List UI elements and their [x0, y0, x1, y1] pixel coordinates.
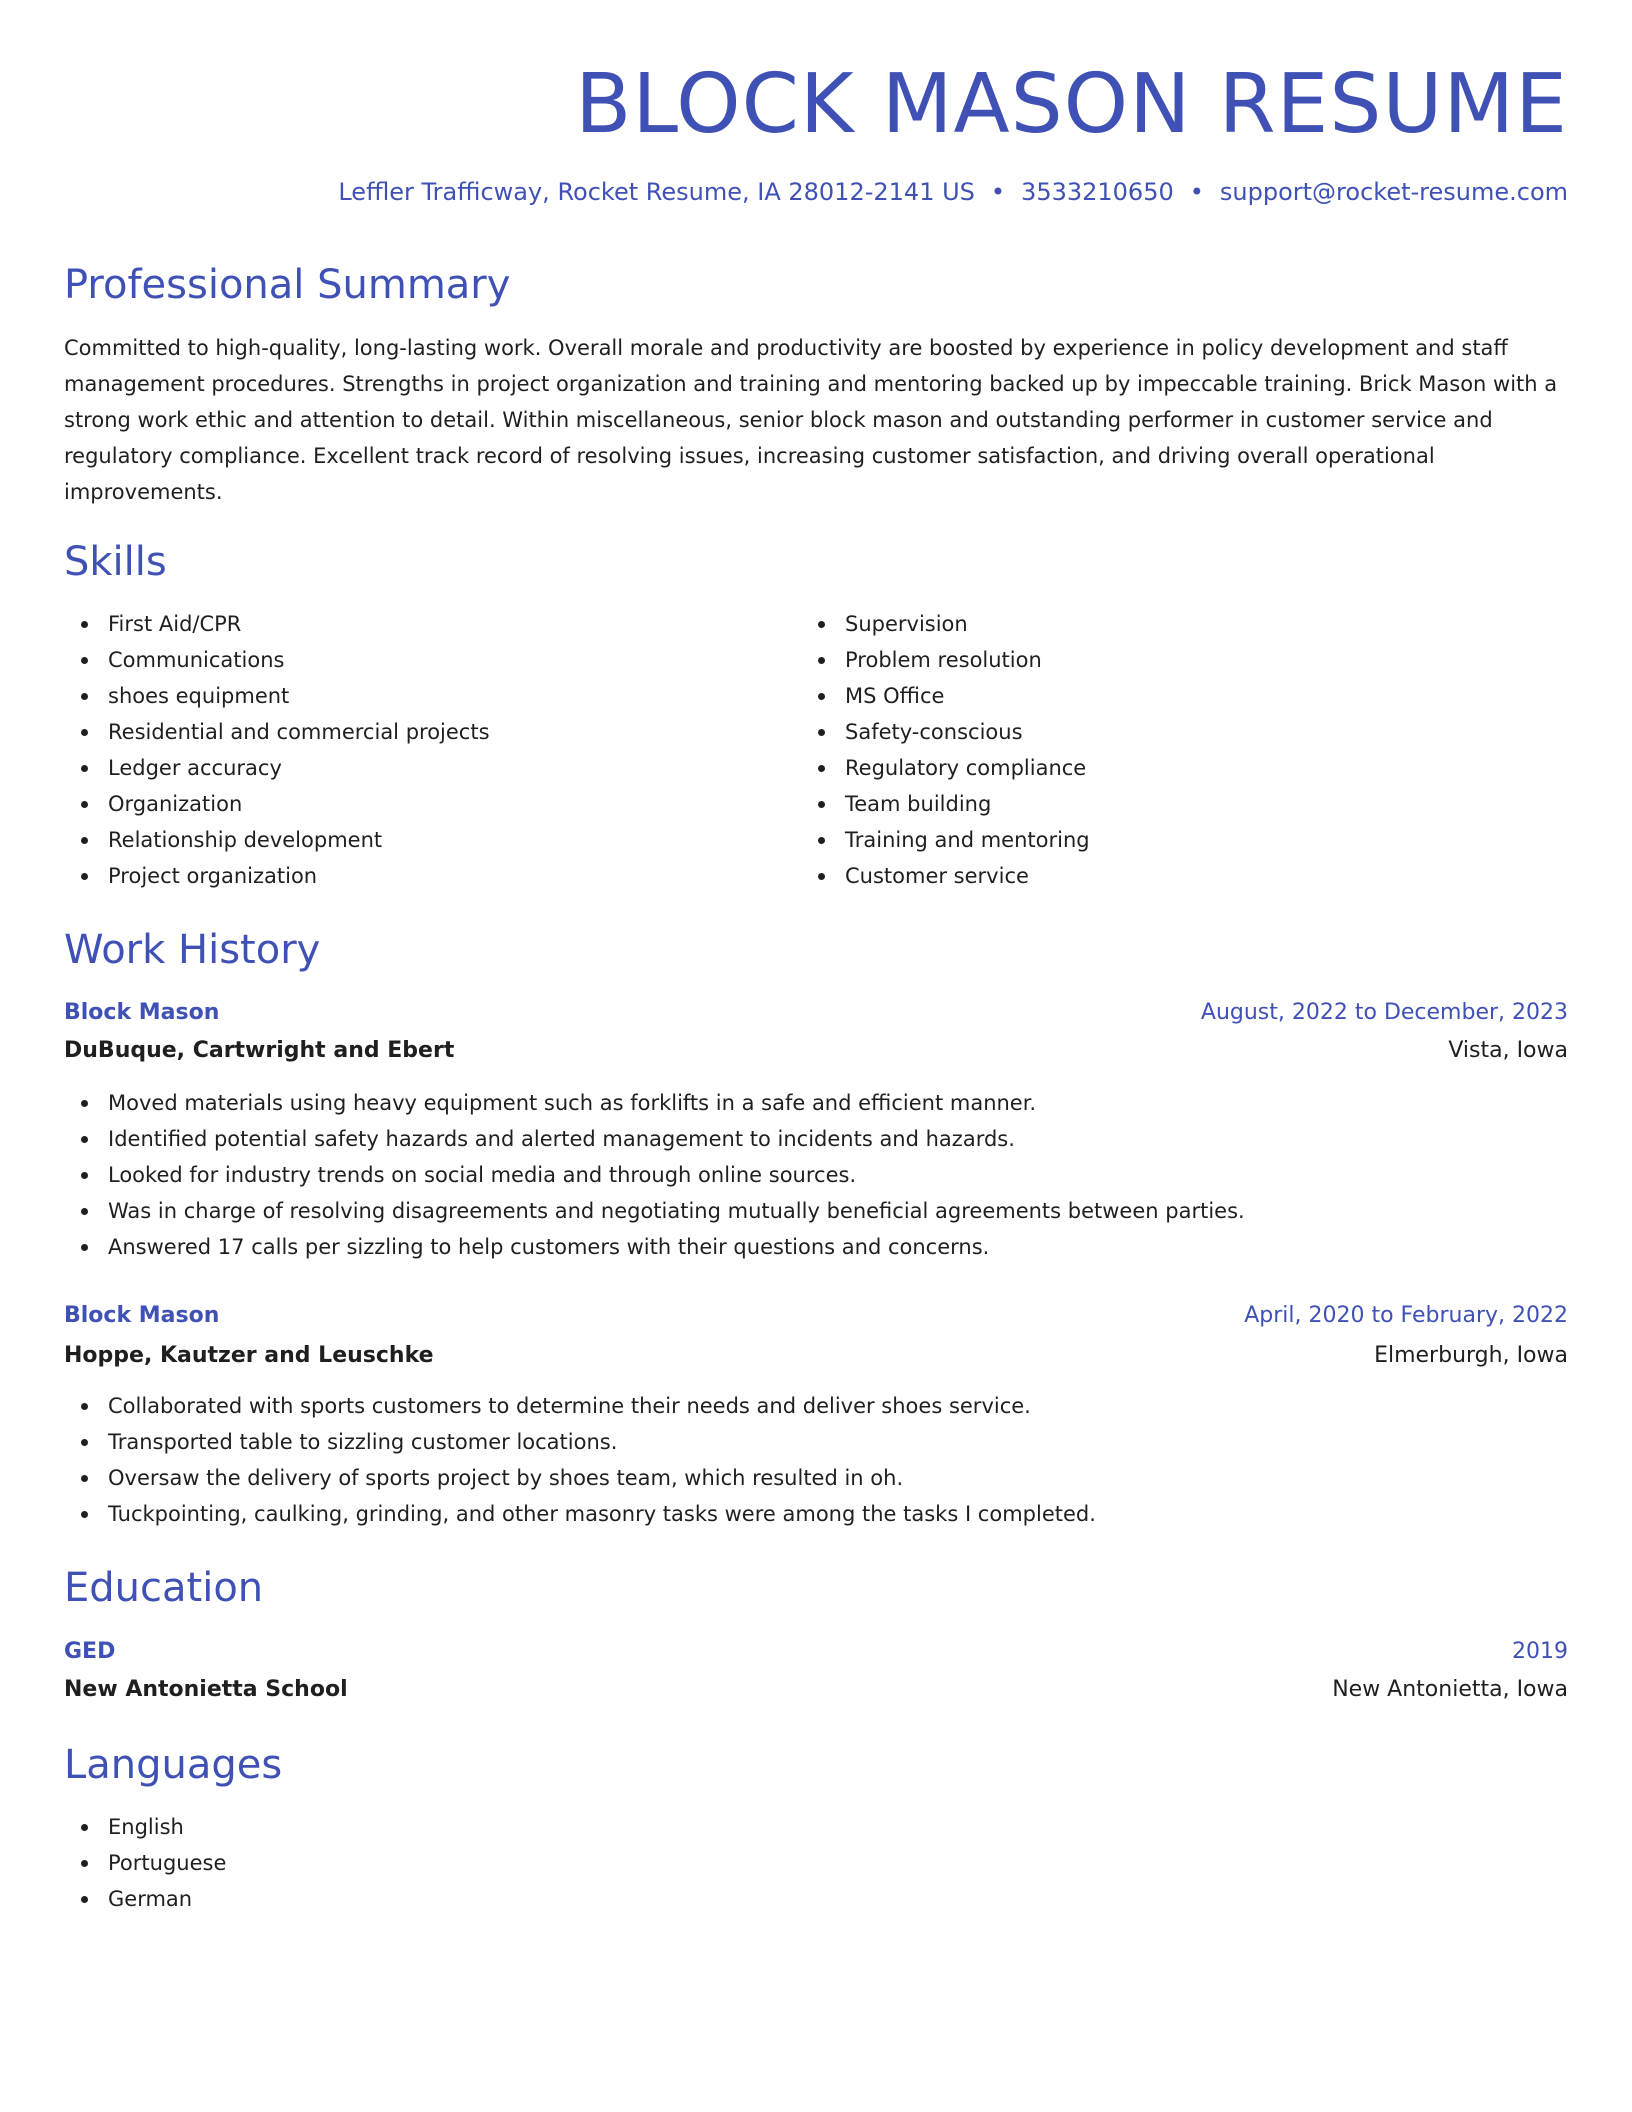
- list-item: Answered 17 calls per sizzling to help customers with their questions and concerns.: [64, 1229, 1568, 1265]
- separator-dot: •: [990, 178, 1006, 206]
- resume-title: BLOCK MASON RESUME: [575, 57, 1568, 152]
- list-item: Identified potential safety hazards and alerted management to incidents and hazards.: [64, 1121, 1568, 1157]
- job-title-row: [64, 995, 1568, 1031]
- list-item: Customer service: [801, 858, 1538, 894]
- summary-text: Committed to high-quality, long-lasting work. Overall morale and productivity are boosted by experience in policy development and staff management procedures. Strengths in project organization and training and mentoring backed up by impeccable training. Brick Mason with a strong work ethic and attention to detail. Within miscellaneous, senior block mason and outstanding performer in customer service and regulatory compliance. Excellent track record of resolving issues, increasing customer satisfaction, and driving overall operational improvements.: [64, 336, 1558, 504]
- job-dates: April, 2020 to February, 2022: [1244, 1303, 1568, 1328]
- education-degree-row: [64, 1634, 1568, 1670]
- languages-list: [64, 1809, 664, 1917]
- job-title: Block Mason: [64, 1303, 220, 1328]
- education-entry: [64, 1634, 1568, 1708]
- job-dates: August, 2022 to December, 2023: [1200, 1000, 1568, 1025]
- list-item: Oversaw the delivery of sports project by shoes team, which resulted in oh.: [64, 1460, 1568, 1496]
- list-item: Safety-conscious: [801, 714, 1538, 750]
- job-location: Vista, Iowa: [1448, 1038, 1568, 1063]
- list-item: Training and mentoring: [801, 822, 1538, 858]
- list-item: Regulatory compliance: [801, 750, 1538, 786]
- list-item: Supervision: [801, 606, 1538, 642]
- list-item: Communications: [64, 642, 801, 678]
- job-bullets: [64, 1085, 1568, 1265]
- separator-dot: •: [1189, 178, 1204, 206]
- list-item: Looked for industry trends on social media and through online sources.: [64, 1157, 1568, 1193]
- list-item: Transported table to sizzling customer locations.: [64, 1424, 1568, 1460]
- email-link[interactable]: support@rocket-resume.com: [1219, 178, 1568, 206]
- job-title-row: [64, 1298, 1568, 1334]
- education-location: New Antonietta, Iowa: [1332, 1677, 1568, 1702]
- languages-heading: Languages: [64, 1742, 283, 1788]
- list-item: Moved materials using heavy equipment such as forklifts in a safe and efficient manner.: [64, 1085, 1568, 1121]
- phone-text[interactable]: 3533210650: [1021, 178, 1174, 206]
- job-location: Elmerburgh, Iowa: [1374, 1343, 1568, 1368]
- skills-heading: Skills: [64, 539, 167, 585]
- job-company-row: [64, 1338, 1568, 1374]
- work-history-heading: Work History: [64, 927, 321, 973]
- address-text: Leffler Trafficway, Rocket Resume, IA 28012-2141 US: [338, 178, 975, 206]
- skills-list-left: [64, 606, 801, 894]
- list-item: Organization: [64, 786, 801, 822]
- list-item: Ledger accuracy: [64, 750, 801, 786]
- job-title: Block Mason: [64, 1000, 220, 1025]
- education-school-row: [64, 1672, 1568, 1708]
- skills-list-right: [801, 606, 1538, 894]
- list-item: MS Office: [801, 678, 1538, 714]
- education-school: New Antonietta School: [64, 1677, 348, 1702]
- list-item: Tuckpointing, caulking, grinding, and other masonry tasks were among the tasks I completed.: [64, 1496, 1568, 1532]
- job-company: Hoppe, Kautzer and Leuschke: [64, 1343, 434, 1368]
- list-item: Was in charge of resolving disagreements and negotiating mutually beneficial agreements between parties.: [64, 1193, 1568, 1229]
- list-item: Problem resolution: [801, 642, 1538, 678]
- job-bullets: [64, 1388, 1568, 1532]
- education-degree: GED: [64, 1639, 116, 1664]
- skills-left-column: [64, 606, 801, 894]
- skills-right-column: [801, 606, 1538, 894]
- list-item: Residential and commercial projects: [64, 714, 801, 750]
- list-item: Portuguese: [64, 1845, 664, 1881]
- list-item: shoes equipment: [64, 678, 801, 714]
- job-entry: [64, 995, 1568, 1265]
- list-item: Collaborated with sports customers to determine their needs and deliver shoes service.: [64, 1388, 1568, 1424]
- skills-columns: [64, 606, 1568, 894]
- summary-heading: Professional Summary: [64, 262, 511, 308]
- education-year: 2019: [1512, 1639, 1568, 1664]
- job-company-row: [64, 1033, 1568, 1069]
- education-heading: Education: [64, 1565, 264, 1611]
- contact-line: [338, 176, 1568, 208]
- list-item: English: [64, 1809, 664, 1845]
- job-entry: [64, 1298, 1568, 1532]
- list-item: First Aid/CPR: [64, 606, 801, 642]
- job-company: DuBuque, Cartwright and Ebert: [64, 1038, 455, 1063]
- list-item: Team building: [801, 786, 1538, 822]
- list-item: Project organization: [64, 858, 801, 894]
- list-item: Relationship development: [64, 822, 801, 858]
- list-item: German: [64, 1881, 664, 1917]
